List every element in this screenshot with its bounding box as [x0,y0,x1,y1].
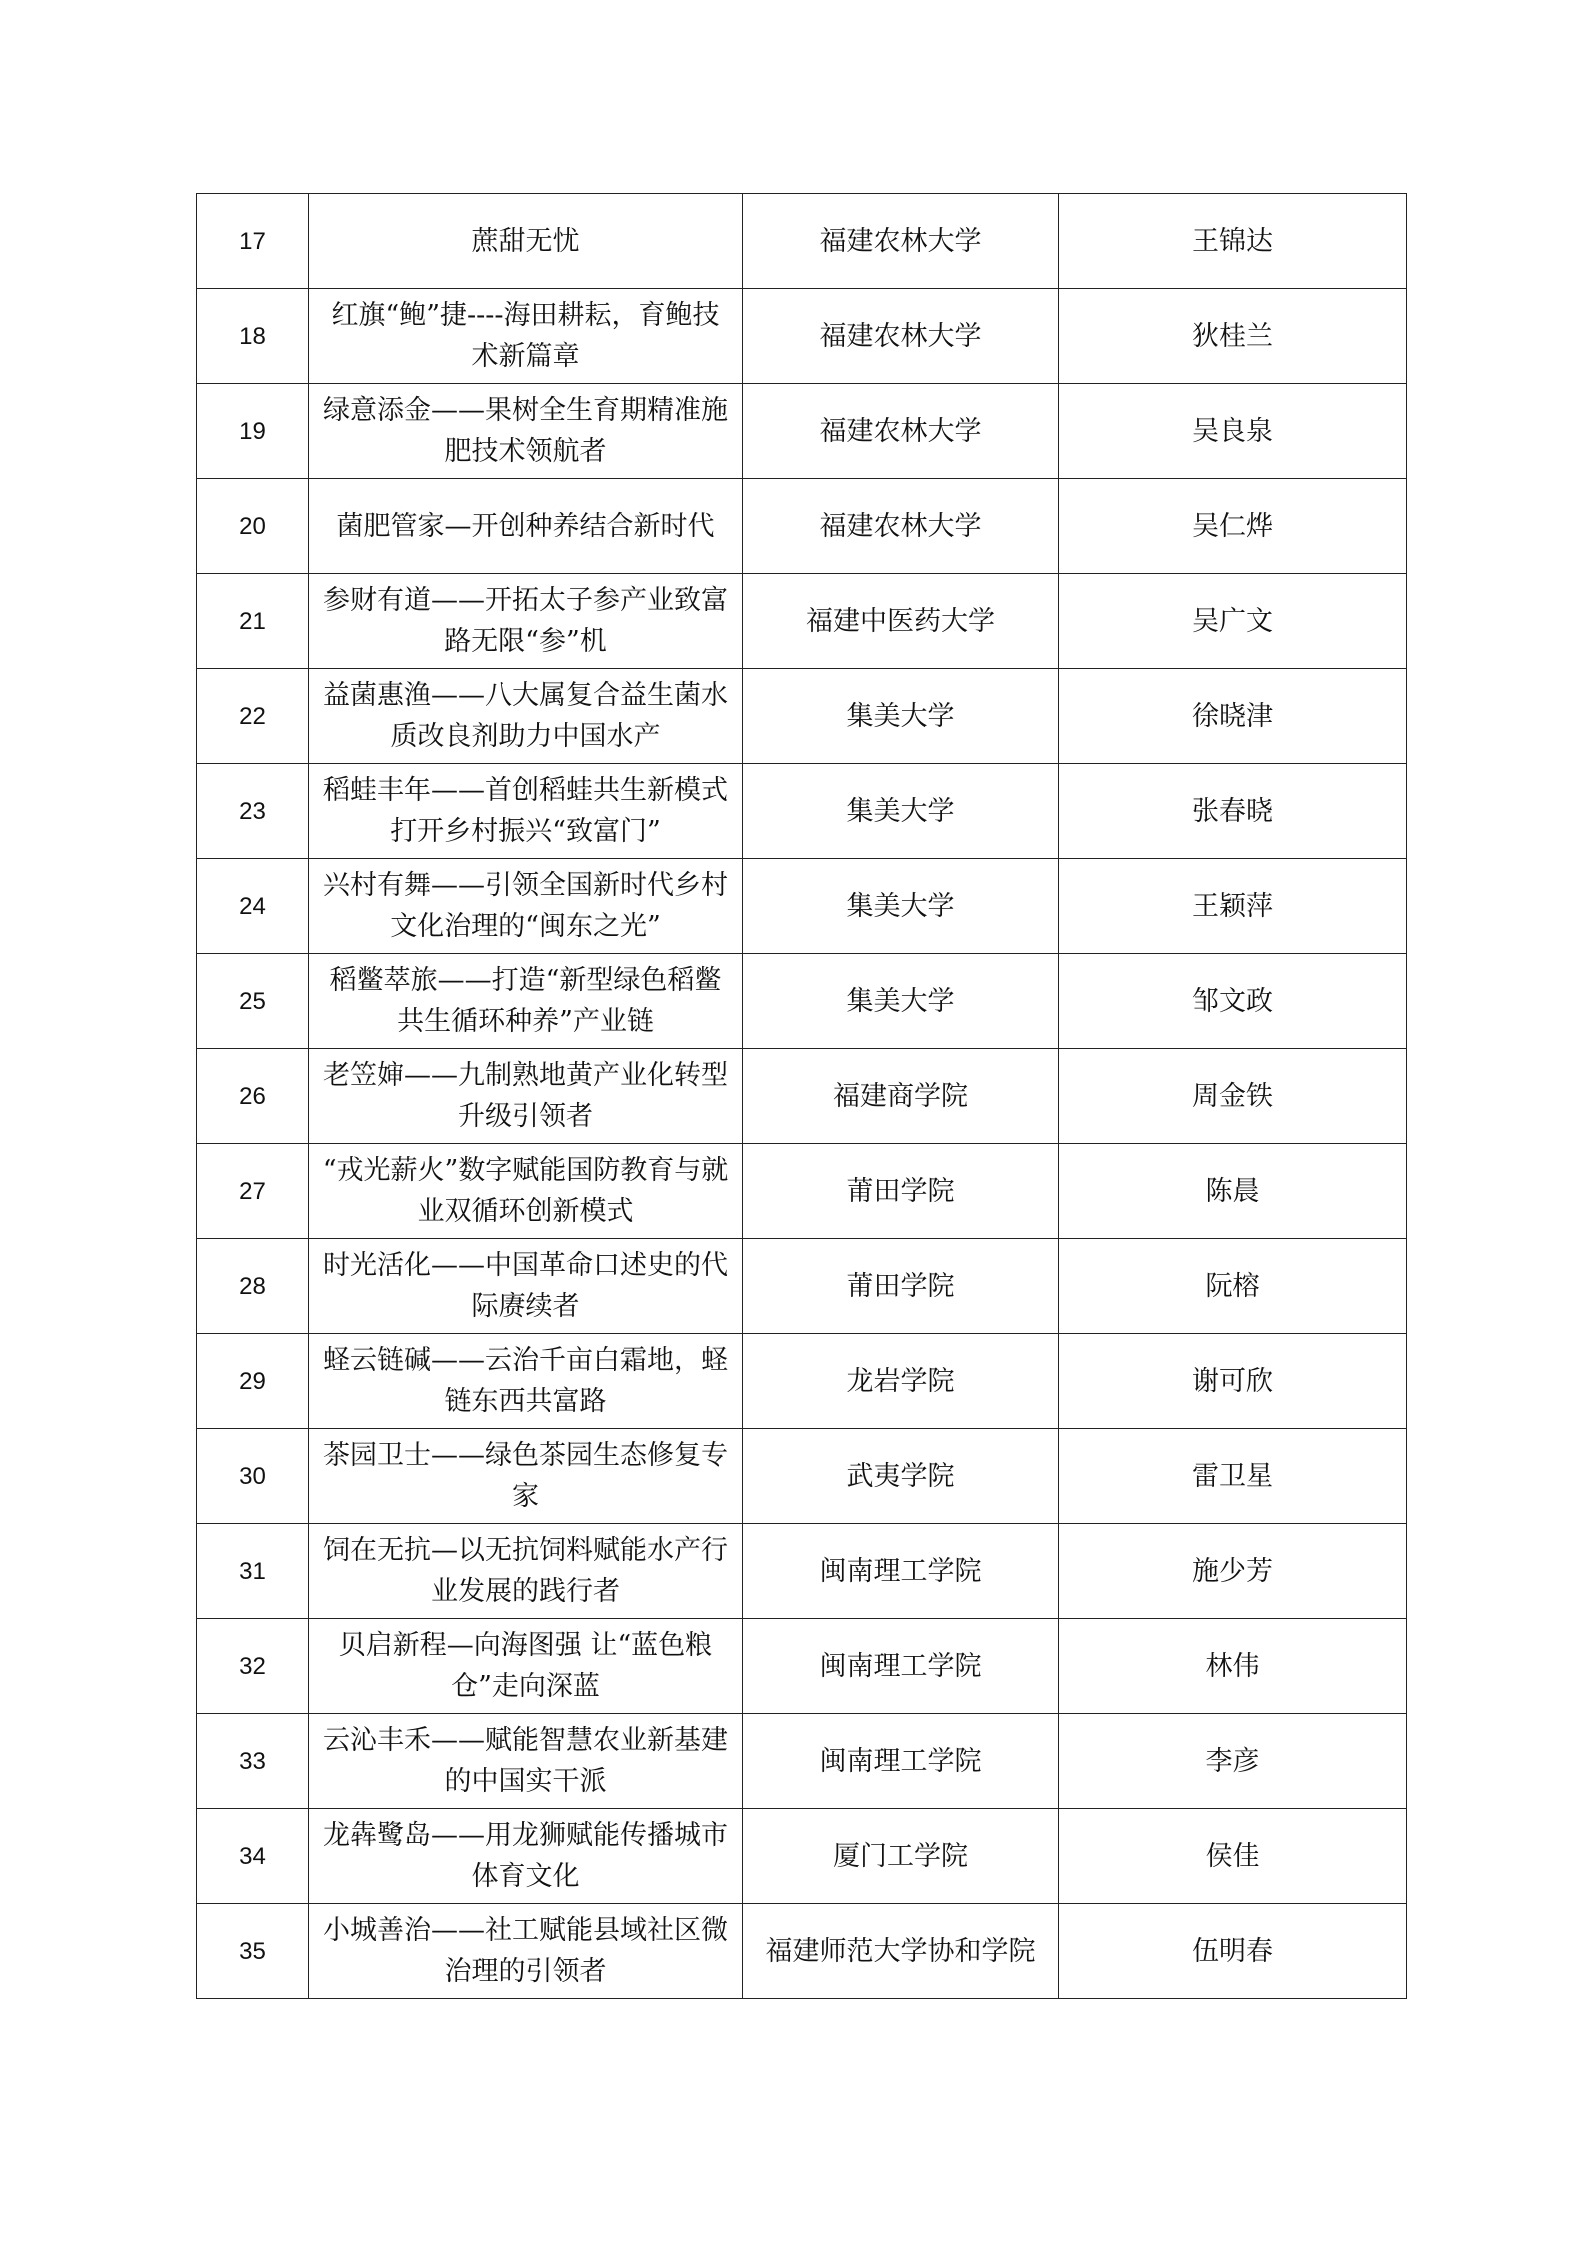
project-name-cell: 绿意添金——果树全生育期精准施肥技术领航者 [309,384,743,479]
person-name-cell: 张春晓 [1059,764,1407,859]
row-number-cell: 30 [197,1429,309,1524]
table-body [197,194,1407,1999]
school-name-cell: 闽南理工学院 [743,1524,1059,1619]
row-number-cell: 35 [197,1904,309,1999]
project-name-cell: 茶园卫士——绿色茶园生态修复专家 [309,1429,743,1524]
school-name-cell: 福建中医药大学 [743,574,1059,669]
award-list-table [196,193,1407,1999]
table-row [197,1429,1407,1524]
project-name-cell: 小城善治——社工赋能县域社区微治理的引领者 [309,1904,743,1999]
school-name-cell: 集美大学 [743,669,1059,764]
school-name-cell: 福建农林大学 [743,384,1059,479]
school-name-cell: 武夷学院 [743,1429,1059,1524]
project-name-cell: 贝启新程—向海图强 让“蓝色粮仓”走向深蓝 [309,1619,743,1714]
table-row [197,669,1407,764]
person-name-cell: 周金铁 [1059,1049,1407,1144]
person-name-cell: 王颖萍 [1059,859,1407,954]
table-row [197,1809,1407,1904]
table-row [197,1144,1407,1239]
row-number-cell: 20 [197,479,309,574]
person-name-cell: 陈晨 [1059,1144,1407,1239]
school-name-cell: 集美大学 [743,764,1059,859]
school-name-cell: 福建农林大学 [743,479,1059,574]
row-number-cell: 33 [197,1714,309,1809]
table-row [197,574,1407,669]
row-number-cell: 22 [197,669,309,764]
school-name-cell: 莆田学院 [743,1144,1059,1239]
table-row [197,1904,1407,1999]
school-name-cell: 莆田学院 [743,1239,1059,1334]
person-name-cell: 狄桂兰 [1059,289,1407,384]
school-name-cell: 福建商学院 [743,1049,1059,1144]
person-name-cell: 王锦达 [1059,194,1407,289]
row-number-cell: 26 [197,1049,309,1144]
table-row [197,1714,1407,1809]
table-row [197,1619,1407,1714]
row-number-cell: 19 [197,384,309,479]
school-name-cell: 福建师范大学协和学院 [743,1904,1059,1999]
project-name-cell: 龙犇鹭岛——用龙狮赋能传播城市体育文化 [309,1809,743,1904]
person-name-cell: 阮榕 [1059,1239,1407,1334]
row-number-cell: 28 [197,1239,309,1334]
school-name-cell: 闽南理工学院 [743,1714,1059,1809]
row-number-cell: 34 [197,1809,309,1904]
table-row [197,859,1407,954]
school-name-cell: 集美大学 [743,954,1059,1049]
row-number-cell: 18 [197,289,309,384]
row-number-cell: 29 [197,1334,309,1429]
table-row [197,954,1407,1049]
table-row [197,1049,1407,1144]
table-row [197,1334,1407,1429]
person-name-cell: 吴广文 [1059,574,1407,669]
project-name-cell: 红旗“鲍”捷----海田耕耘，育鲍技术新篇章 [309,289,743,384]
project-name-cell: 蔗甜无忧 [309,194,743,289]
project-name-cell: 菌肥管家—开创种养结合新时代 [309,479,743,574]
row-number-cell: 17 [197,194,309,289]
person-name-cell: 伍明春 [1059,1904,1407,1999]
table-row [197,764,1407,859]
person-name-cell: 邹文政 [1059,954,1407,1049]
person-name-cell: 李彦 [1059,1714,1407,1809]
person-name-cell: 谢可欣 [1059,1334,1407,1429]
table-row [197,384,1407,479]
person-name-cell: 侯佳 [1059,1809,1407,1904]
row-number-cell: 24 [197,859,309,954]
row-number-cell: 23 [197,764,309,859]
school-name-cell: 闽南理工学院 [743,1619,1059,1714]
table-row [197,479,1407,574]
project-name-cell: 饲在无抗—以无抗饲料赋能水产行业发展的践行者 [309,1524,743,1619]
row-number-cell: 27 [197,1144,309,1239]
person-name-cell: 徐晓津 [1059,669,1407,764]
person-name-cell: 施少芳 [1059,1524,1407,1619]
row-number-cell: 31 [197,1524,309,1619]
table-row [197,1524,1407,1619]
row-number-cell: 21 [197,574,309,669]
person-name-cell: 林伟 [1059,1619,1407,1714]
project-name-cell: 稻鳖萃旅——打造“新型绿色稻鳖共生循环种养”产业链 [309,954,743,1049]
school-name-cell: 龙岩学院 [743,1334,1059,1429]
project-name-cell: “戎光薪火”数字赋能国防教育与就业双循环创新模式 [309,1144,743,1239]
person-name-cell: 雷卫星 [1059,1429,1407,1524]
row-number-cell: 25 [197,954,309,1049]
project-name-cell: 蛏云链碱——云治千亩白霜地，蛏链东西共富路 [309,1334,743,1429]
project-name-cell: 参财有道——开拓太子参产业致富路无限“参”机 [309,574,743,669]
project-name-cell: 老笠婶——九制熟地黄产业化转型升级引领者 [309,1049,743,1144]
project-name-cell: 益菌惠渔——八大属复合益生菌水质改良剂助力中国水产 [309,669,743,764]
school-name-cell: 福建农林大学 [743,194,1059,289]
table-row [197,289,1407,384]
school-name-cell: 厦门工学院 [743,1809,1059,1904]
project-name-cell: 稻蛙丰年——首创稻蛙共生新模式打开乡村振兴“致富门” [309,764,743,859]
school-name-cell: 集美大学 [743,859,1059,954]
table-row [197,1239,1407,1334]
person-name-cell: 吴良泉 [1059,384,1407,479]
row-number-cell: 32 [197,1619,309,1714]
project-name-cell: 兴村有舞——引领全国新时代乡村文化治理的“闽东之光” [309,859,743,954]
school-name-cell: 福建农林大学 [743,289,1059,384]
project-name-cell: 云沁丰禾——赋能智慧农业新基建的中国实干派 [309,1714,743,1809]
table-row [197,194,1407,289]
project-name-cell: 时光活化——中国革命口述史的代际赓续者 [309,1239,743,1334]
person-name-cell: 吴仁烨 [1059,479,1407,574]
